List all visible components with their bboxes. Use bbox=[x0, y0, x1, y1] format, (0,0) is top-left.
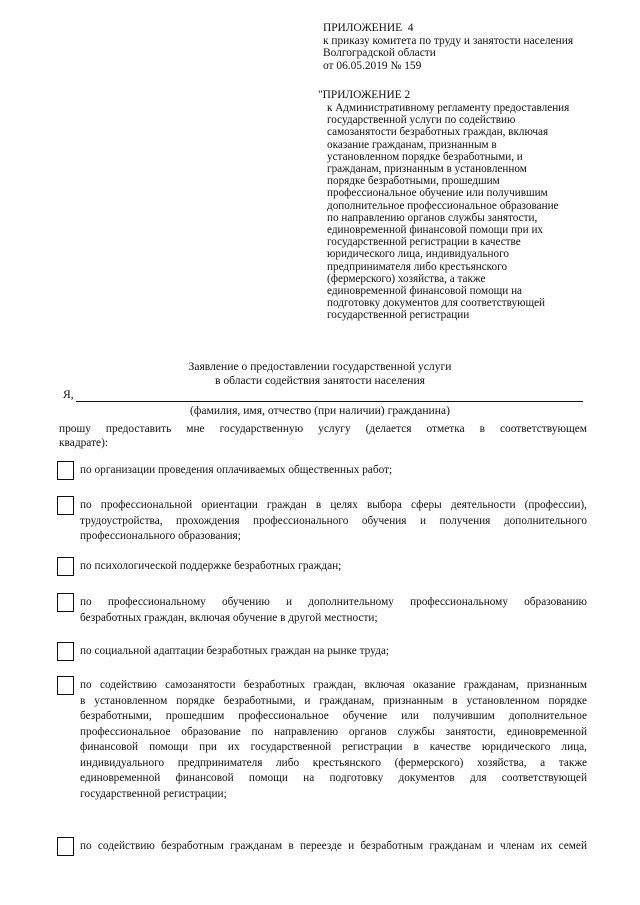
appendix-4-line: Волгоградской области bbox=[323, 47, 436, 60]
option-line: по профессиональной ориентации граждан в целях выбора сферы деятельности (профессии), bbox=[80, 499, 587, 511]
appendix-2-line: установленном порядке безработными, и bbox=[327, 150, 523, 163]
option-line: по содействию самозанятости безработных граждан, включая оказание гражданам, признанным bbox=[80, 679, 587, 691]
appendix-2-line: гражданам, признанным в установленном bbox=[327, 163, 527, 176]
option-text bbox=[80, 498, 587, 545]
request-line: квадрате): bbox=[59, 437, 109, 449]
request-text bbox=[59, 422, 587, 450]
option-checkbox[interactable] bbox=[57, 557, 74, 576]
option-line: по организации проведения оплачиваемых общественных работ; bbox=[80, 464, 393, 476]
request-line: прошу предоставить мне государственную услугу (делается отметка в соответствующем bbox=[59, 423, 587, 435]
option-text bbox=[80, 678, 587, 802]
appendix-2-line: подготовку документов для соответствующей bbox=[327, 297, 546, 310]
appendix-2-title: "ПРИЛОЖЕНИЕ 2 bbox=[318, 89, 411, 101]
option-line: трудоустройства, прохождения профессионального обучения и получения дополнительного bbox=[80, 514, 587, 527]
option-line: безработными, прошедшим профессиональное обучение или получившим дополнительное bbox=[80, 710, 587, 722]
option-text bbox=[80, 559, 587, 575]
option-line: безработных граждан, включая обучение в другой местности; bbox=[80, 611, 378, 624]
option-line: финансовой помощи при их государственной регистрации в качестве юридического лица, bbox=[80, 741, 587, 753]
applicant-name-field[interactable] bbox=[76, 401, 583, 402]
appendix-2-line: юридического лица, индивидуального bbox=[327, 248, 510, 261]
statement-title-line-2: в области содействия занятости населения bbox=[214, 374, 426, 387]
appendix-2-line: государственной услуги по содействию bbox=[327, 114, 516, 127]
appendix-2-line: самозанятости безработных граждан, включая bbox=[327, 126, 549, 139]
option-line: по психологической поддержке безработных граждан; bbox=[80, 560, 342, 572]
option-checkbox[interactable] bbox=[57, 676, 74, 695]
appendix-2-line: к Административному регламенту предоставления bbox=[327, 102, 570, 114]
appendix-2-line: дополнительное профессиональное образование bbox=[327, 199, 559, 212]
appendix-2-line: государственной регистрации bbox=[327, 309, 470, 322]
statement-title-line-1: Заявление о предоставлении государственной услуги bbox=[188, 360, 452, 373]
option-line: государственной регистрации; bbox=[80, 787, 227, 800]
option-checkbox[interactable] bbox=[57, 461, 74, 480]
option-text bbox=[80, 644, 587, 660]
option-line: профессионального образования; bbox=[80, 530, 241, 542]
option-text bbox=[80, 839, 587, 855]
appendix-2-line: единовременной финансовой помощи на bbox=[327, 285, 523, 298]
applicant-prefix: Я, bbox=[63, 388, 74, 401]
appendix-2-line: государственной регистрации в качестве bbox=[327, 236, 521, 249]
option-checkbox[interactable] bbox=[57, 496, 74, 515]
option-text bbox=[80, 463, 587, 479]
appendix-2-line: оказание гражданам, признанным в bbox=[327, 138, 497, 151]
option-line: по содействию безработным гражданам в переезде и безработным гражданам и членам их семей bbox=[80, 840, 587, 852]
appendix-4-title: ПРИЛОЖЕНИЕ 4 bbox=[323, 22, 414, 34]
option-line: по социальной адаптации безработных граждан на рынке труда; bbox=[80, 645, 389, 657]
option-line: в установленном порядке безработными, и гражданам, признанным в установленном порядке bbox=[80, 694, 587, 707]
applicant-caption: (фамилия, имя, отчество (при наличии) гражданина) bbox=[190, 404, 450, 417]
option-checkbox[interactable] bbox=[57, 837, 74, 856]
option-line: по профессиональному обучению и дополнительному профессиональному образованию bbox=[80, 596, 587, 608]
appendix-2-line: предпринимателя либо крестьянского bbox=[327, 260, 508, 273]
option-line: индивидуального предпринимателя либо крестьянского (фермерского) хозяйства, а также bbox=[80, 756, 587, 769]
appendix-2-line: порядке безработными, прошедшим bbox=[327, 175, 500, 188]
appendix-2-line: по направлению органов службы занятости, bbox=[327, 211, 538, 224]
appendix-4-header bbox=[323, 22, 623, 72]
appendix-2-body bbox=[327, 102, 585, 322]
appendix-2-line: единовременной финансовой помощи при их bbox=[327, 224, 544, 237]
option-checkbox[interactable] bbox=[57, 642, 74, 661]
appendix-2-line: (фермерского) хозяйства, а также bbox=[327, 272, 486, 285]
appendix-4-line: к приказу комитета по труду и занятости населения bbox=[323, 34, 574, 47]
option-checkbox[interactable] bbox=[57, 593, 74, 612]
option-line: единовременной финансовой помощи на подготовку документов для соответствующей bbox=[80, 772, 587, 784]
option-line: профессиональное образование по направлению органов службы занятости, единовременной bbox=[80, 725, 587, 738]
appendix-4-line: от 06.05.2019 № 159 bbox=[323, 59, 422, 72]
option-text bbox=[80, 595, 587, 626]
appendix-2-line: профессиональное обучение или получившим bbox=[327, 187, 548, 200]
